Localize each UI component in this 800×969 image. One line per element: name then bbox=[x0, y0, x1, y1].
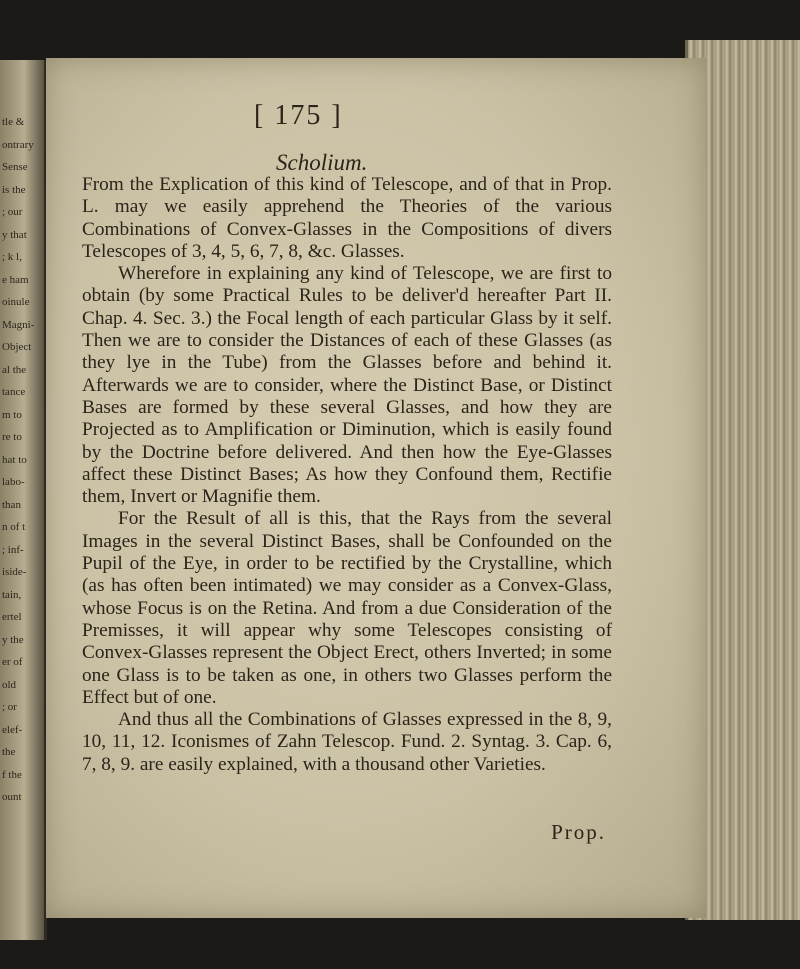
facing-page-fragment: ertel bbox=[2, 611, 22, 623]
paragraph: Wherefore in explaining any kind of Telescope, we are first to obtain (by some Practical Rules to be deliver'd hereafter Part II. Chap. 4. Sec. 3.) the Focal length of each particular Glass by it self. Then we are to consider the Distances of each of these Glasses (as they lye in the Tube) from the Glasses before and behind it. Afterwards we are to consider, where the Distinct Base, or Distinct Bases are formed by these several Glasses, and how they are Projected as to Amplification or Diminution, which is easily found by the Doctrine before delivered. And then how the Eye-Glasses affect these Distinct Bases; As how they Confound them, Rectifie them, Invert or Magnifie them. bbox=[82, 263, 612, 508]
facing-page-fragment: ; k l, bbox=[2, 251, 22, 263]
facing-page-fragment: Magni- bbox=[2, 318, 35, 331]
facing-page-fragment: tain, bbox=[2, 588, 22, 601]
facing-page-fragment: oinule bbox=[2, 296, 30, 308]
facing-page-fragment: tle & bbox=[2, 116, 25, 128]
facing-page-fragment: y the bbox=[2, 633, 24, 646]
facing-page-fragment: tance bbox=[2, 386, 26, 398]
catchword: Prop. bbox=[551, 820, 606, 844]
facing-page-fragment: hat to bbox=[2, 453, 27, 466]
page-heading: Scholium. bbox=[276, 150, 368, 175]
facing-page-fragment: iside- bbox=[2, 566, 27, 578]
facing-page-fragment: ; or bbox=[2, 701, 17, 713]
paragraph: For the Result of all is this, that the Rays from the several Images in the several Distinct Bases, shall be Confounded on the Pupil of the Eye, in order to be rectified by the Crystalline, which (as has often been intimated) we may consider as a Convex-Glass, whose Focus is on the Retina. And from a due Consideration of the Premisses, it will appear why some Telescopes consisting of Convex-Glasses represent the Object Erect, others Inverted; in some one Glass is to be taken as one, in others two Glasses perform the Effect but of one. bbox=[82, 508, 612, 708]
facing-page-fragment: old bbox=[2, 678, 17, 691]
body-text bbox=[82, 174, 612, 776]
facing-page-fragment: is the bbox=[2, 183, 26, 196]
facing-page-fragment: al the bbox=[2, 363, 27, 376]
facing-page-fragment: y that bbox=[2, 228, 27, 241]
facing-page-fragment: Object bbox=[2, 341, 32, 353]
facing-page-fragment: than bbox=[2, 498, 21, 511]
facing-page-fragment: re to bbox=[2, 431, 22, 443]
facing-page-fragment: ; inf- bbox=[2, 543, 24, 556]
page-number: [ 175 ] bbox=[254, 100, 343, 131]
facing-page-fragment: Sense bbox=[2, 161, 28, 173]
facing-page-fragment: e ham bbox=[2, 273, 29, 286]
facing-page-fragment: ount bbox=[2, 791, 22, 803]
facing-page-fragment: labo- bbox=[2, 476, 25, 488]
facing-page-fragment: ; our bbox=[2, 206, 23, 218]
book-page bbox=[46, 58, 706, 918]
facing-page-fragment: the bbox=[2, 746, 16, 758]
facing-page-edge bbox=[0, 60, 47, 940]
facing-page-fragment: ontrary bbox=[2, 138, 34, 151]
paragraph: From the Explication of this kind of Telescope, and of that in Prop. L. may we easily apprehend the Theories of the various Combinations of Convex-Glasses in the Compositions of divers Telescopes of 3, 4, 5, 6, 7, 8, &c. Glasses. bbox=[82, 174, 612, 262]
facing-page-fragment: er of bbox=[2, 656, 23, 668]
facing-page-fragment: m to bbox=[2, 408, 22, 421]
facing-page-fragment: n of t bbox=[2, 521, 26, 533]
facing-page-fragment: f the bbox=[2, 768, 22, 781]
facing-page-fragment: elef- bbox=[2, 723, 23, 736]
paragraph: And thus all the Combinations of Glasses expressed in the 8, 9, 10, 11, 12. Iconismes of Zahn Telescop. Fund. 2. Syntag. 3. Cap. 6, 7, 8, 9. are easily explained, with a thousand other Varieties. bbox=[82, 709, 612, 775]
